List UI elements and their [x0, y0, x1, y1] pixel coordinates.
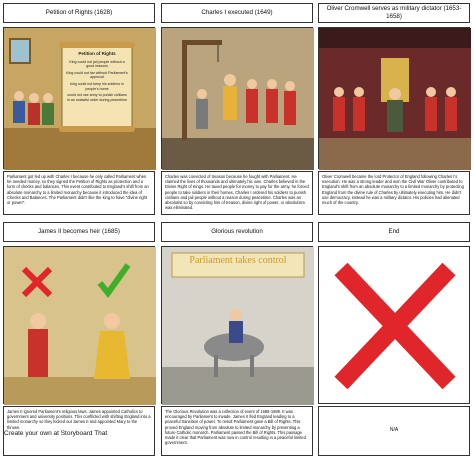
- banner-text: Parliament takes control: [189, 255, 287, 266]
- scene-execution: [161, 27, 313, 169]
- scroll-title: Petition of Rights: [78, 51, 116, 56]
- panel-caption: The Glorious Revolution was a collection of event of 1688-1689. It was encouraged by Parliament to invade. James II fled England leading to a peaceful transition of power. To result Parliament gave a Bill of Rights. This proved England moving from absolute to limited monarchy by preventing a future Catholic monarch. Parliament passed the Bill of Rights. This passage made it clear that Parliament was now in control resulting in a peaceful limited government.: [161, 406, 313, 456]
- panel-title: Petition of Rights (1628): [3, 3, 155, 23]
- scroll-line: king could not keep his soldiers in people's home: [70, 81, 124, 91]
- scene-glorious: [161, 246, 313, 404]
- scene-end: [318, 246, 470, 404]
- panel-caption: Charles was convicted of treason because he fought with Parliament. He claimed the lives of thousands and ultimately his own. Charles believed in the Divine Right of Kings. He taxed people for money to pay for the army, he forced people to take soldiers in their homes, Charles I ordered his soldiers to punish civilians and jail people without a reason during peacetime. Charles was an absolutist so by convicting him of treason, divine right of power, or absolutism was eliminated.: [161, 171, 313, 215]
- scene-cromwell: [318, 27, 470, 169]
- petition-scroll-text: [66, 52, 128, 102]
- panel-caption: James II ignored Parliament's religious laws. James appointed Catholics to government and university positions. This conflicted with shifting England into a limited monarchy so they kicked out James II and appointed Mary to the thrown.: [3, 406, 155, 456]
- panel-glorious-revolution: [161, 222, 313, 446]
- panel-caption: Parliament got fed up with Charles I because he only called Parliament when he needed money, so they signed the Petition of Rights as protection and a form of checks and balances. This event contributed to England's shift from an absolute monarchy to a limited monarchy because it introduced the idea of Checks and Balances. The Parliament didn't like the king to have "divine right or power".: [3, 171, 155, 215]
- cross-icon: [341, 269, 449, 383]
- scene-petition: [3, 27, 155, 169]
- panel-james-ii: [3, 222, 155, 430]
- panel-title: Oliver Cromwell serves as military dictator (1653-1658): [318, 3, 470, 23]
- panel-cromwell: [318, 3, 470, 206]
- scene-james: [3, 246, 155, 404]
- scroll-line: King could not tax without Parliament's approval: [66, 70, 128, 80]
- panel-title: End: [318, 222, 470, 242]
- panel-title: Charles I executed (1649): [161, 3, 313, 23]
- scroll-line: could not use army to punish civilians in an unlawful order during peacetime: [67, 93, 127, 102]
- panel-caption: N/A: [318, 406, 470, 456]
- panel-charles-executed: [161, 3, 313, 211]
- scroll-line: King could not jail people without a good reasons: [69, 59, 125, 69]
- panel-title: Glorious revolution: [161, 222, 313, 242]
- panel-caption: Oliver Cromwell became the lord Protector of England following Charles I's execution. He was a strong leader and won the Civil War Oliver contributed to England's shift from an absolute monarchy to a limited monarchy by protecting England from the divine rule of Charles by ultimately executing him. He didn't use democracy, instead he was a military dictator. His policies had alienated much of the country.: [318, 171, 470, 215]
- panel-title: James II becomes heir (1685): [3, 222, 155, 242]
- panel-end: [318, 222, 470, 434]
- footer-credit[interactable]: Create your own at Storyboard That: [4, 430, 108, 437]
- panel-petition: [3, 3, 155, 206]
